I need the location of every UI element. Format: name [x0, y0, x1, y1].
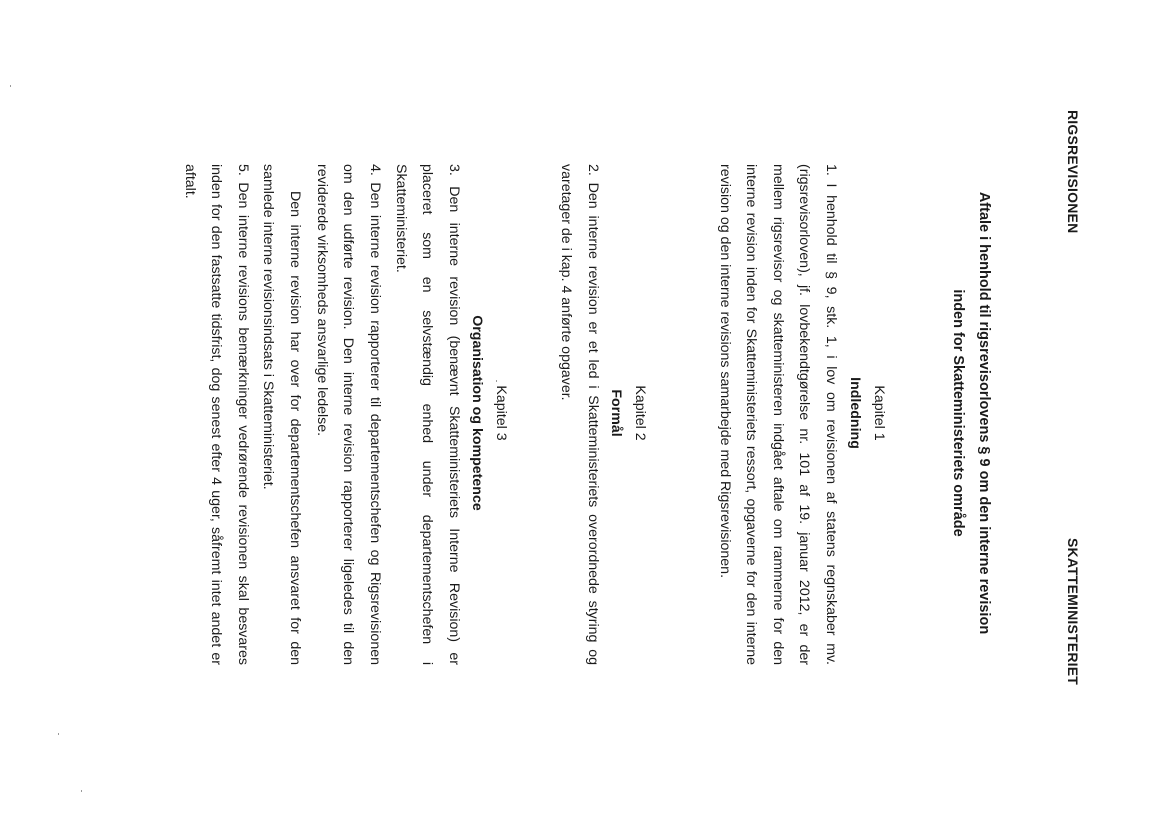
scan-speck: [58, 733, 59, 735]
scan-speck: [496, 380, 497, 382]
chapter-2-heading: Formål: [608, 389, 624, 437]
scan-speck: [10, 85, 11, 87]
paragraph-2: 2. Den interne revision er et led i Skatteministeriets overordnede styring og varetager de i kap. 4 anførte opgaver.: [558, 164, 601, 665]
chapter-1-heading: Indledning: [847, 377, 863, 449]
chapter-2-label: Kapitel 2: [632, 385, 648, 441]
chapter-1-label: Kapitel 1: [871, 385, 887, 441]
chapter-3-label: Kapitel 3: [493, 385, 509, 441]
paragraph-4-continuation: Den interne revision har over for departementschefen ansvaret for den samlede interne revisionsindsats i Skatteministeriet.: [260, 164, 303, 665]
document-title-line-1: Aftale i henhold til rigsrevisorlovens § 9 om den interne revision: [976, 191, 992, 635]
scan-speck: [81, 790, 82, 792]
paragraph-3: 3. Den interne revision (benævnt Skatteministeriets Interne Revision) er placeret som en selvstændig enhed under departementschefen i Skatteministeriet.: [393, 164, 462, 665]
document-title-line-2: inden for Skatteministeriets område: [950, 289, 966, 537]
header-left-rigsrevisionen: RIGSREVISIONEN: [1065, 110, 1081, 234]
chapter-3-heading: Organisation og kompetence: [469, 315, 485, 511]
paragraph-5: 5. Den interne revisions bemærkninger vedrørende revisionen skal besvares inden for den fastsatte tidsfrist, dog senest efter 4 uger, såfremt intet andet er aftalt.: [182, 164, 251, 665]
paragraph-1: 1. I henhold til § 9, stk. 1, i lov om revisionen af statens regnskaber mv. (rigsrevisorloven), jf. lovbekendtgørelse nr. 101 af 19. januar 2012, er der mellem rigsrevisor og skatteministeren indgået aftale om rammerne for den interne revision inden for Skatteministeriets ressort, opgaverne for den interne revision og den interne revisions samarbejde med Rigsrevisionen.: [717, 164, 839, 665]
header-right-skatteministeriet: SKATTEMINISTERIET: [1065, 538, 1081, 686]
paragraph-4: 4. Den interne revision rapporterer til departementschefen og Rigsrevisionen om den udførte revision. Den interne revision rapporterer ligeledes til den reviderede virksomheds ansvarlige ledelse.: [314, 164, 383, 665]
